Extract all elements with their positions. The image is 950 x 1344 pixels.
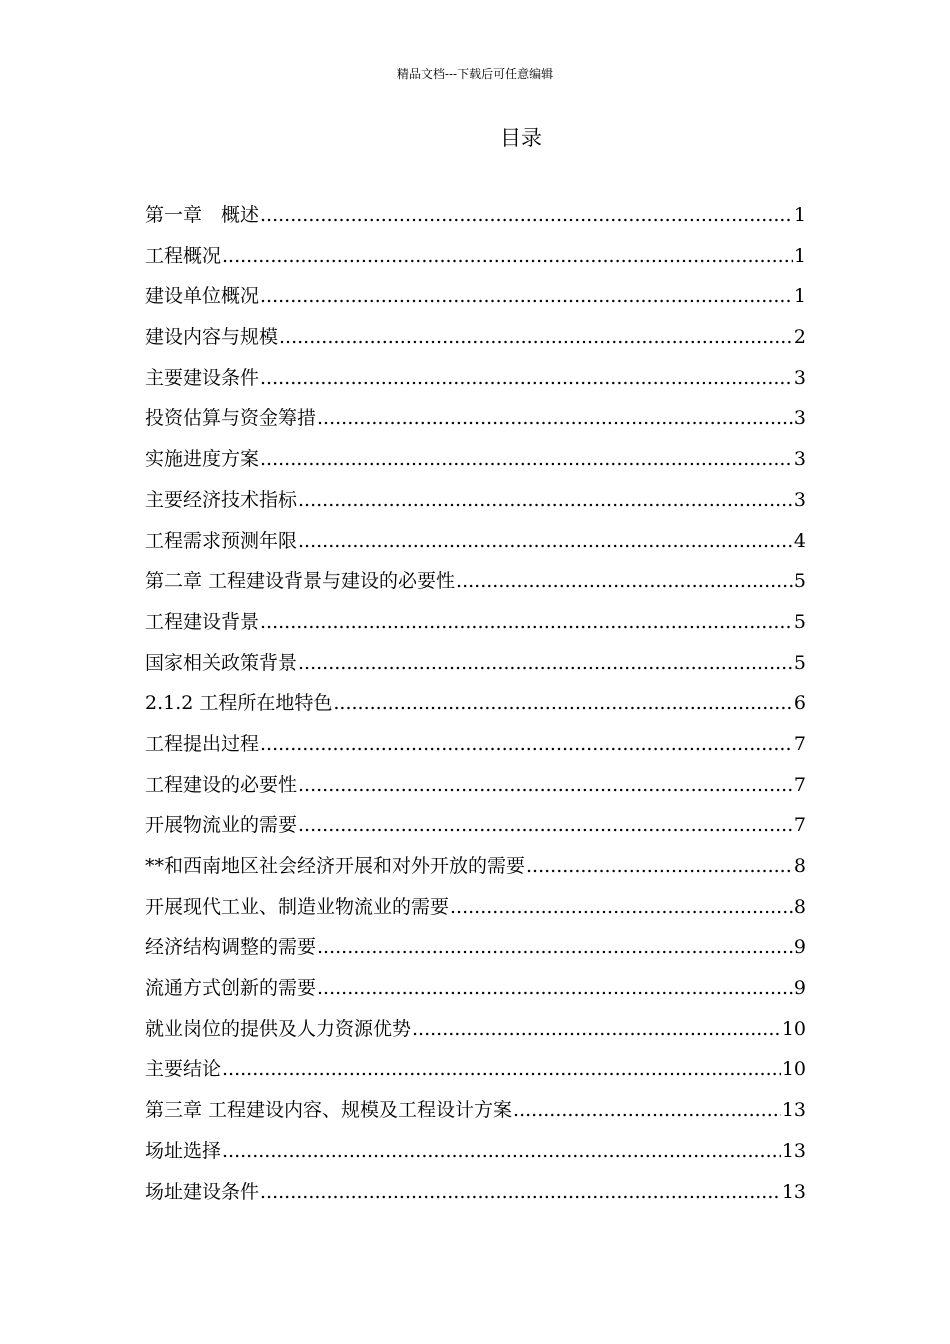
toc-entry-page: 7 bbox=[793, 732, 806, 755]
toc-leader-dots bbox=[222, 1134, 781, 1168]
toc-entry-text: 就业岗位的提供及人力资源优势 bbox=[145, 1017, 412, 1040]
toc-leader-dots bbox=[298, 768, 793, 802]
toc-entry[interactable] bbox=[145, 198, 806, 239]
toc-entry[interactable] bbox=[145, 1093, 806, 1134]
toc-entry-page: 13 bbox=[781, 1180, 806, 1203]
toc-entry-page: 2 bbox=[793, 326, 806, 349]
toc-entry-text: 2.1.2 工程所在地特色 bbox=[145, 692, 333, 715]
toc-entry-text: 国家相关政策背景 bbox=[145, 651, 298, 674]
toc-entry-text: 建设单位概况 bbox=[145, 285, 260, 308]
toc-entry[interactable] bbox=[145, 401, 806, 442]
toc-entry-text: **和西南地区社会经济开展和对外开放的需要 bbox=[145, 855, 526, 877]
toc-entry-text: 经济结构调整的需要 bbox=[145, 936, 317, 959]
toc-entry-text: 流通方式创新的需要 bbox=[145, 977, 317, 1000]
toc-entry-page: 5 bbox=[793, 651, 806, 674]
toc-entry-text: 主要建设条件 bbox=[145, 366, 260, 389]
toc-entry-page: 5 bbox=[793, 610, 806, 633]
toc-entry-text: 场址建设条件 bbox=[145, 1180, 260, 1203]
toc-entry[interactable] bbox=[145, 686, 806, 727]
toc-leader-dots bbox=[333, 686, 793, 720]
toc-entry-page: 3 bbox=[793, 488, 806, 511]
toc-leader-dots bbox=[260, 442, 793, 476]
toc-entry-text: 第三章 工程建设内容、规模及工程设计方案 bbox=[145, 1099, 513, 1122]
toc-leader-dots bbox=[260, 279, 793, 313]
toc-entry[interactable] bbox=[145, 1134, 806, 1175]
toc-leader-dots bbox=[260, 198, 793, 232]
toc-entry[interactable] bbox=[145, 1012, 806, 1053]
toc-entry-text: 场址选择 bbox=[145, 1139, 222, 1162]
toc-entry-text: 工程需求预测年限 bbox=[145, 529, 298, 552]
toc-entry-text: 主要结论 bbox=[145, 1058, 222, 1081]
toc-leader-dots bbox=[260, 727, 793, 761]
toc-entry[interactable] bbox=[145, 564, 806, 605]
toc-entry-text: 工程建设的必要性 bbox=[145, 773, 298, 796]
toc-leader-dots bbox=[260, 605, 793, 639]
toc-leader-dots bbox=[317, 930, 793, 964]
toc-entry-text: 第二章 工程建设背景与建设的必要性 bbox=[145, 570, 456, 593]
toc-entry[interactable] bbox=[145, 605, 806, 646]
toc-leader-dots bbox=[298, 646, 793, 680]
toc-entry-page: 3 bbox=[793, 448, 806, 471]
toc-entry-text: 工程建设背景 bbox=[145, 610, 260, 633]
toc-entry-text: 投资估算与资金筹措 bbox=[145, 407, 317, 430]
toc-entry-page: 8 bbox=[793, 895, 806, 918]
toc-leader-dots bbox=[412, 1012, 781, 1046]
toc-entry-page: 10 bbox=[781, 1017, 806, 1040]
toc-leader-dots bbox=[526, 849, 793, 883]
toc-entry[interactable] bbox=[145, 524, 806, 565]
toc-entry-page: 4 bbox=[793, 529, 806, 552]
toc-entry[interactable] bbox=[145, 442, 806, 483]
toc-entry[interactable] bbox=[145, 646, 806, 687]
toc-entry-page: 6 bbox=[793, 692, 806, 715]
toc-entry[interactable] bbox=[145, 849, 806, 890]
toc-entry[interactable] bbox=[145, 727, 806, 768]
toc-entry-page: 9 bbox=[793, 977, 806, 1000]
toc-entry-page: 13 bbox=[781, 1139, 806, 1162]
toc-entry-page: 5 bbox=[793, 570, 806, 593]
toc-entry-text: 主要经济技术指标 bbox=[145, 488, 298, 511]
toc-entry-page: 8 bbox=[793, 855, 806, 877]
toc-leader-dots bbox=[456, 564, 793, 598]
toc-entry-page: 9 bbox=[793, 936, 806, 959]
toc-entry-text: 工程提出过程 bbox=[145, 732, 260, 755]
toc-title bbox=[0, 124, 950, 152]
toc-entry-page: 7 bbox=[793, 773, 806, 796]
toc-entry-page: 1 bbox=[793, 285, 806, 308]
toc-leader-dots bbox=[298, 808, 793, 842]
toc-entry-page: 1 bbox=[793, 204, 806, 226]
toc-entry[interactable] bbox=[145, 808, 806, 849]
toc-entry-page: 1 bbox=[793, 244, 806, 267]
toc-entry[interactable] bbox=[145, 361, 806, 402]
toc-leader-dots bbox=[260, 361, 793, 395]
toc-leader-dots bbox=[222, 239, 793, 273]
toc-entry-text: 工程概况 bbox=[145, 244, 222, 267]
toc-entry-page: 13 bbox=[781, 1099, 806, 1122]
toc-entry[interactable] bbox=[145, 890, 806, 931]
toc-entry-page: 3 bbox=[793, 366, 806, 389]
toc-leader-dots bbox=[298, 483, 793, 517]
toc-entry-page: 7 bbox=[793, 814, 806, 837]
toc-entry-text: 建设内容与规模 bbox=[145, 326, 279, 349]
toc-entry[interactable] bbox=[145, 320, 806, 361]
toc-leader-dots bbox=[222, 1052, 781, 1086]
toc-entry-text: 开展物流业的需要 bbox=[145, 814, 298, 837]
toc-entry-text: 实施进度方案 bbox=[145, 448, 260, 471]
toc-entry[interactable] bbox=[145, 279, 806, 320]
toc-title-text: 目录 bbox=[500, 126, 542, 150]
toc-leader-dots bbox=[298, 524, 793, 558]
toc-entry[interactable] bbox=[145, 971, 806, 1012]
toc-entry[interactable] bbox=[145, 239, 806, 280]
toc-leader-dots bbox=[260, 1175, 781, 1209]
toc-entry[interactable] bbox=[145, 768, 806, 809]
toc-entry-page: 3 bbox=[793, 407, 806, 430]
header-note: 精品文档---下载后可任意编辑 bbox=[396, 67, 554, 81]
toc-entry[interactable] bbox=[145, 1175, 806, 1216]
toc-leader-dots bbox=[317, 401, 793, 435]
toc-entry[interactable] bbox=[145, 1052, 806, 1093]
toc-entry-page: 10 bbox=[781, 1058, 806, 1081]
toc-leader-dots bbox=[317, 971, 793, 1005]
toc-leader-dots bbox=[450, 890, 793, 924]
toc-list bbox=[145, 198, 806, 1215]
toc-leader-dots bbox=[279, 320, 793, 354]
toc-entry-text: 第一章 概述 bbox=[145, 204, 260, 226]
toc-entry[interactable] bbox=[145, 483, 806, 524]
toc-entry-text: 开展现代工业、制造业物流业的需要 bbox=[145, 895, 450, 918]
toc-entry[interactable] bbox=[145, 930, 806, 971]
toc-leader-dots bbox=[513, 1093, 781, 1127]
